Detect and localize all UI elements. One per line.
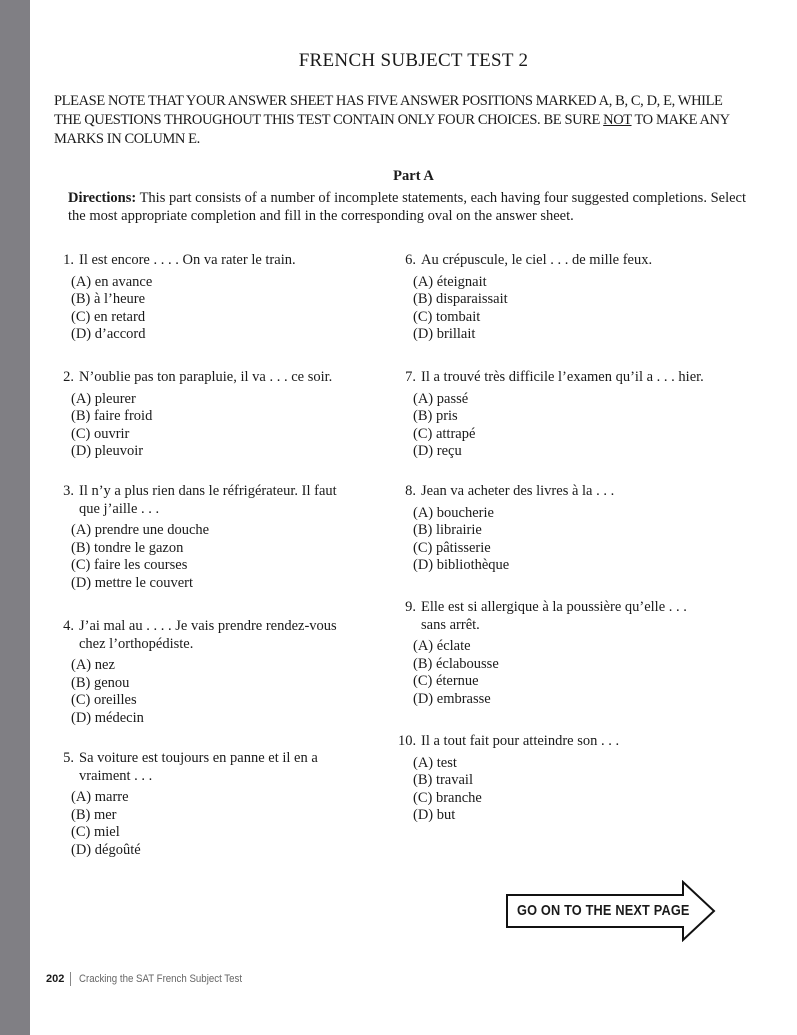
answer-option: (B) librairie [413, 522, 482, 538]
question-2 [56, 369, 356, 461]
question-stem [398, 733, 698, 751]
answer-option: (B) éclabousse [413, 655, 499, 672]
answer-option: (C) miel [71, 824, 120, 840]
answer-option: (C) faire les courses [71, 557, 188, 573]
question-text: N’oublie pas ton parapluie, il va . . . ce soir. [79, 369, 333, 385]
page-footer [46, 972, 265, 986]
answer-option: (B) disparaissait [413, 291, 508, 307]
answer-option: (D) d’accord [71, 326, 146, 342]
question-number: 3. [63, 483, 74, 499]
answer-option: (B) travail [413, 772, 473, 788]
answer-options [413, 391, 718, 461]
answer-option: (D) médecin [71, 709, 144, 726]
answer-options [71, 522, 356, 592]
answer-option: (A) test [413, 754, 457, 771]
answer-option: (A) nez [71, 657, 115, 673]
question-text: Il n’y a plus rien dans le réfrigérateur. Il faut que j’aille . . . [79, 483, 337, 517]
answer-option: (A) marre [71, 789, 129, 805]
answer-option: (C) pâtisserie [413, 539, 491, 556]
question-text: Jean va acheter des livres à la . . . [421, 483, 615, 499]
question-stem [398, 483, 718, 501]
note-text: PLEASE NOTE THAT YOUR ANSWER SHEET HAS FIVE ANSWER POSITIONS MARKED A, B, C, D, E, WHILE THE QUESTIONS THROUGHOUT THIS TEST CONTAIN ONLY FOUR CHOICES. BE SURE [54, 93, 723, 128]
answer-option: (D) mettre le couvert [71, 574, 193, 591]
question-5 [56, 750, 356, 859]
question-number: 9. [405, 599, 416, 615]
answer-option: (C) tombait [413, 308, 481, 325]
question-text: Il a tout fait pour atteindre son . . . [421, 733, 620, 749]
answer-option: (A) boucherie [413, 504, 494, 521]
directions-label: Directions: [68, 190, 137, 206]
directions-text: This part consists of a number of incomplete statements, each having four suggested completions. Select the most appropriate completion and fill in the corresponding oval on the answer sheet. [68, 190, 746, 224]
answer-options [71, 657, 356, 727]
answer-option: (A) éclate [413, 638, 471, 654]
answer-sheet-note [54, 92, 734, 149]
answer-option: (D) pleuvoir [71, 443, 144, 459]
answer-option: (B) pris [413, 408, 458, 424]
question-text: Sa voiture est toujours en panne et il en a vraiment . . . [79, 750, 318, 784]
answer-option: (C) branche [413, 789, 482, 806]
question-stem [398, 252, 718, 270]
book-title: Cracking the SAT French Subject Test [79, 973, 243, 985]
footer-divider [70, 972, 71, 986]
note-text-end: TO MAKE ANY MARKS IN COLUMN E. [54, 112, 730, 147]
answer-option: (D) embrasse [413, 690, 491, 707]
answer-option: (A) éteignait [413, 273, 487, 290]
page-title: FRENCH SUBJECT TEST 2 [298, 50, 529, 71]
answer-option: (D) reçu [413, 443, 462, 459]
question-4 [56, 618, 356, 727]
question-8 [398, 483, 718, 575]
question-text: J’ai mal au . . . . Je vais prendre rendez-vous chez l’orthopédiste. [79, 618, 337, 652]
answer-option: (B) mer [71, 806, 117, 823]
answer-options [71, 391, 356, 461]
answer-options [413, 638, 698, 708]
directions [68, 189, 748, 225]
answer-options [413, 755, 698, 825]
question-number: 5. [63, 750, 74, 766]
question-stem [398, 369, 718, 387]
question-number: 10. [398, 733, 417, 749]
answer-option: (B) tondre le gazon [71, 539, 184, 556]
question-6 [398, 252, 718, 344]
part-heading: Part A [393, 168, 434, 184]
answer-option: (C) éternue [413, 673, 479, 689]
question-1 [56, 252, 356, 344]
answer-option: (D) bibliothèque [413, 557, 510, 573]
page-edge-bar [0, 0, 30, 1035]
question-number: 2. [63, 369, 74, 385]
question-10 [398, 733, 698, 825]
question-stem [56, 252, 356, 270]
answer-option: (A) passé [413, 390, 469, 407]
answer-options [71, 789, 356, 859]
answer-options [413, 505, 718, 575]
next-page-arrow [505, 880, 717, 947]
question-number: 1. [63, 252, 74, 268]
note-emphasis: NOT [603, 112, 632, 128]
answer-option: (D) brillait [413, 326, 476, 342]
question-number: 7. [405, 369, 416, 385]
answer-option: (A) prendre une douche [71, 522, 210, 538]
question-stem [56, 750, 356, 785]
answer-option: (D) but [413, 807, 456, 823]
answer-option: (B) faire froid [71, 408, 153, 424]
question-3 [56, 483, 356, 592]
question-9 [398, 599, 698, 708]
answer-option: (B) à l’heure [71, 291, 146, 307]
answer-option: (C) oreilles [71, 692, 137, 708]
question-stem [56, 483, 356, 518]
question-number: 4. [63, 618, 74, 634]
answer-option: (B) genou [71, 674, 130, 691]
answer-option: (C) en retard [71, 308, 146, 325]
question-number: 6. [405, 252, 416, 268]
question-7 [398, 369, 718, 461]
question-stem [398, 599, 698, 634]
question-text: Elle est si allergique à la poussière qu’elle . . . sans arrêt. [421, 599, 687, 633]
question-stem [56, 618, 356, 653]
answer-option: (A) en avance [71, 273, 153, 290]
next-page-label: GO ON TO THE NEXT PAGE [517, 902, 690, 919]
question-number: 8. [405, 483, 416, 499]
question-text: Il est encore . . . . On va rater le train. [79, 252, 296, 268]
question-text: Il a trouvé très difficile l’examen qu’il a . . . hier. [421, 369, 704, 385]
answer-options [71, 274, 356, 344]
answer-option: (D) dégoûté [71, 841, 141, 858]
answer-options [413, 274, 718, 344]
question-stem [56, 369, 356, 387]
question-text: Au crépuscule, le ciel . . . de mille feux. [421, 252, 653, 268]
answer-option: (A) pleurer [71, 390, 136, 407]
answer-option: (C) attrapé [413, 425, 476, 442]
page-number: 202 [46, 973, 65, 985]
answer-option: (C) ouvrir [71, 425, 130, 442]
